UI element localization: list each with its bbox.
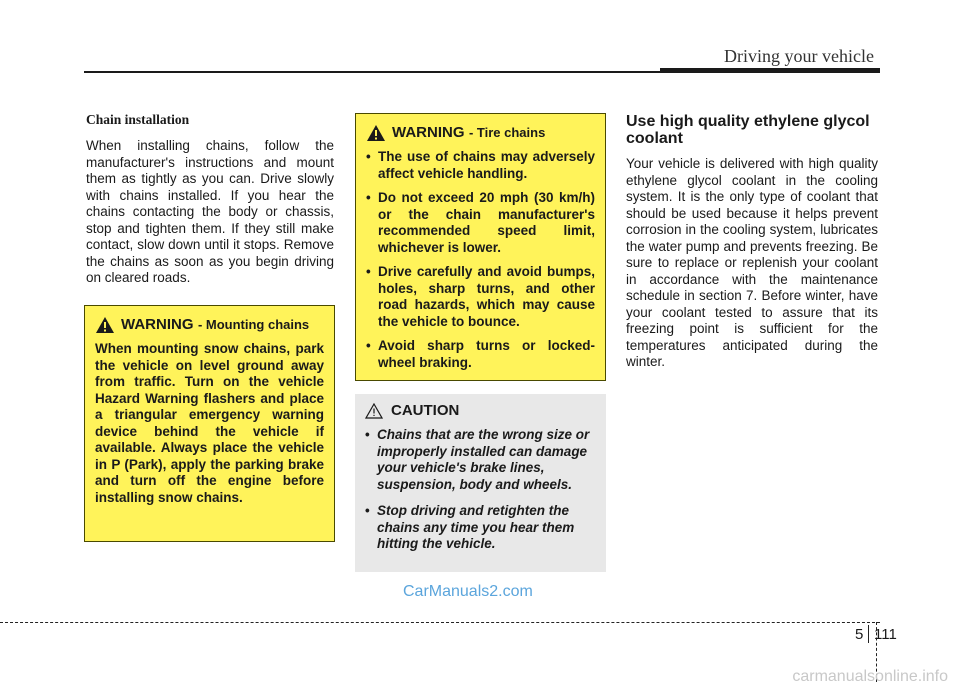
section-heading: Use high quality ethylene glycol coolant xyxy=(626,113,870,147)
warning-tire-chains xyxy=(355,113,606,381)
warning-mounting-chains xyxy=(84,305,335,542)
page-number: 111 xyxy=(874,626,897,643)
section-body: Your vehicle is delivered with high quality ethylene glycol coolant in the cooling system. It is the only type of coolant that should be used because it helps prevent corrosion in the cooling system, lubricates the water pump and prevents freezing. Be sure to replace or replenish your coolant in accordance with the maintenance schedule in section 7. Before winter, have your coolant tested to assure that its freezing point is sufficient for the temperatures anticipated during the winter. xyxy=(626,156,878,369)
warning-label: WARNING xyxy=(392,124,465,141)
warning-list xyxy=(366,149,595,371)
chain-installation-section xyxy=(86,112,334,287)
list-item: • The use of chains may adversely affect vehicle handling. xyxy=(366,149,595,182)
caution-list xyxy=(365,427,596,553)
warning-icon xyxy=(366,124,386,142)
section-heading: Chain installation xyxy=(86,112,190,127)
list-item: • Chains that are the wrong size or improperly installed can damage your vehicle's brake lines, suspension, body and wheels. xyxy=(365,427,596,493)
watermark-link[interactable]: CarManuals2.com xyxy=(403,583,533,600)
caution-label: CAUTION xyxy=(391,402,460,419)
page-number-separator xyxy=(868,625,869,643)
chapter-number: 5 xyxy=(855,626,864,643)
page-header-title: Driving your vehicle xyxy=(724,46,874,66)
list-item: • Do not exceed 20 mph (30 km/h) or the chain manufacturer's recommended speed limit, whichever is lower. xyxy=(366,190,595,256)
header-divider xyxy=(84,71,880,73)
list-item: • Stop driving and retighten the chains any time you hear them hitting the vehicle. xyxy=(365,503,596,553)
warning-label: WARNING xyxy=(121,316,194,333)
warning-text: When mounting snow chains, park the vehicle on level ground away from traffic. Turn on the vehicle Hazard Warning flashers and place a triangular emergency warning device behind the vehicle if available. Always place the vehicle in P (Park), apply the parking brake and turn off the engine before installing snow chains. xyxy=(95,341,324,505)
warning-subtitle: - Mounting chains xyxy=(197,317,310,332)
caution-icon xyxy=(365,403,383,419)
warning-icon xyxy=(95,316,115,334)
section-body: When installing chains, follow the manufacturer's instructions and mount them as tightly as you can. Drive slowly with chains installed. If you hear the chains contacting the body or chassis, stop and tighten them. If they still make contact, slow down until it stops. Remove the chains as soon as you begin driving on cleared roads. xyxy=(86,138,334,285)
list-item: • Drive carefully and avoid bumps, holes, sharp turns, and other road hazards, which may cause the vehicle to bounce. xyxy=(366,264,595,330)
coolant-section xyxy=(626,113,878,371)
warning-subtitle: - Tire chains xyxy=(468,125,546,140)
footer-divider xyxy=(0,622,880,623)
list-item: • Avoid sharp turns or locked-wheel braking. xyxy=(366,338,595,371)
caution-box xyxy=(355,394,606,572)
site-watermark: carmanualsonline.info xyxy=(792,668,948,685)
